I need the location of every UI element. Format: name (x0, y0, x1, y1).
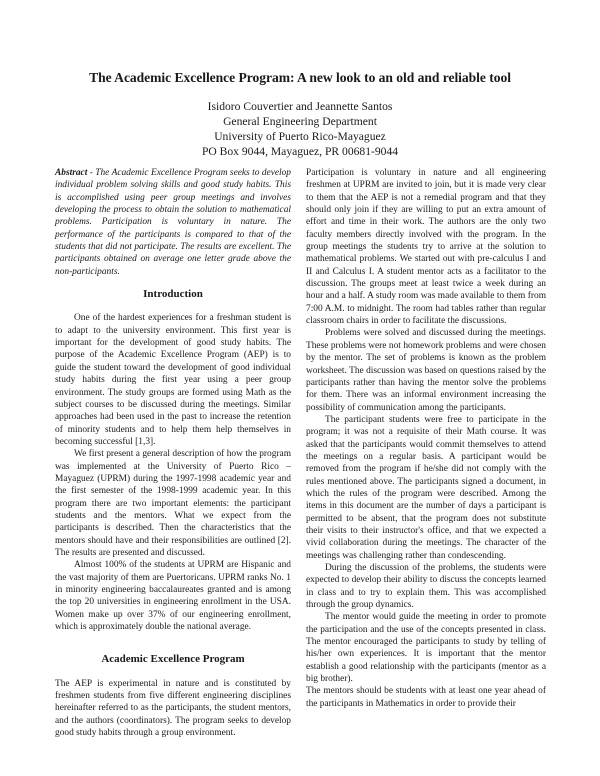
right-paragraph-1: Participation is voluntary in nature and all engineering freshmen at UPRM are invited to join, but it is made very clear to them that the AEP is not a remedial program and that they should only join if they are willing to put an extra amount of effort and time in their work. The authors are the only two faculty members directly involved with the program. In the group meetings the students try to arrive at the solution to mathematical problems. We started out with pre-calculus I and II and Calculus I. A student mentor acts as a facilitator to the discussion. The groups meet at least twice a week during an hour and a half. A study room was made available to them from 7:00 A.M. to midnight. The room had tables rather than regular classroom chairs in order to facilitate the discussions. (306, 168, 546, 327)
right-paragraph-6: The mentors should be students with at least one year ahead of the participants in Mathematics in order to provide their (306, 686, 546, 709)
intro-paragraph-2: We first present a general description of how the program was implemented at the University of Puerto Rico – Mayaguez (UPRM) during the 1997-1998 academic year and the first semester of the 1998-1999 academic year. In this program there are two important elements: the participant students and the mentors. What we expect from the participants is described. Then the characteristics that the mentors should have and their responsibilities are outlined [2]. The results are presented and discussed. (55, 449, 291, 558)
authors: Isidoro Couvertier and Jeannette Santos (207, 100, 393, 113)
aep-paragraph-1: The AEP is experimental in nature and is constituted by freshmen students from five different engineering disciplines hereinafter referred to as the participants, the student mentors, and the authors (coordinators). The program seeks to develop good study habits through a group environment. (55, 678, 291, 739)
author-block (0, 99, 600, 159)
right-paragraph-3: The participant students were free to participate in the program; it was not a requisite of their Math course. It was asked that the participants would commit themselves to attend the meetings on a regular basis. A participant would be removed from the program if he/she did not comply with the rules mentioned above. The participants signed a document, in which the rules of the program were described. Among the items in this document are the number of days a participant is permitted to be absent, that the program does not substitute their visits to their instructor's office, and that we expected a vivid collaboration during the meetings. The character of the meetings was challenging rather than condescending. (306, 414, 546, 561)
abstract-label: Abstract (55, 168, 88, 178)
intro-paragraph-1: One of the hardest experiences for a freshman student is to adapt to the university environment. This first year is important for the development of good study habits. The purpose of the Academic Excellence Program (AEP) is to guide the student toward the development of good individual study habits during the first year using a peer group environment. The study groups are formed using Math as the subject courses to be discussed during the meetings. Similar approaches had been used in the past to increase the retention of minority students and to help them help themselves in becoming successful [1,3]. (55, 313, 291, 447)
section-heading-introduction: Introduction (143, 288, 203, 301)
right-paragraph-2: Problems were solved and discussed during the meetings. These problems were not homework problems and were chosen by the mentor. The set of problems is known as the problem worksheet. The discussion was based on questions raised by the participants rather than having the mentor solve the problems for them. There was an informal environment increasing the possibility of communication among the participants. (306, 328, 546, 413)
right-paragraph-5: The mentor would guide the meeting in order to promote the participation and the use of the concepts presented in class. The mentor encouraged the participants to study by telling of his/her own experiences. It is important that the mentor establish a good relationship with the participants (mentor as a big brother). (306, 612, 546, 685)
right-paragraph-4: During the discussion of the problems, the students were expected to develop their ability to discuss the concepts learned in class and to try to explain them. This was accomplished through the group dynamics. (306, 563, 546, 611)
intro-paragraph-3: Almost 100% of the students at UPRM are Hispanic and the vast majority of them are Puertoricans. UPRM ranks No. 1 in minority engineering baccalaureates granted and is among the top 20 universities in engineering enrollment in the USA. Women make up over 37% of our engineering enrollment, which is approximately double the national average. (55, 560, 291, 633)
address: PO Box 9044, Mayaguez, PR 00681-9044 (201, 145, 399, 158)
section-heading-aep: Academic Excellence Program (101, 653, 245, 666)
department: General Engineering Department (223, 115, 377, 128)
university: University of Puerto Rico-Mayaguez (214, 130, 386, 143)
abstract (55, 167, 291, 278)
right-column (306, 167, 546, 710)
abstract-text: - The Academic Excellence Program seeks to develop individual problem solving skills and good study habits. This is accomplished using peer group meetings and involves developing the process to obtain the solution to mathematical problems. Participation is voluntary in nature. The performance of the participants is compared to that of the students that did not participate. The results are excellent. The participants obtained on average one letter grade above the non-participants. (55, 168, 291, 277)
paper-title: The Academic Excellence Program: A new look to an old and reliable tool (89, 70, 511, 85)
left-column (55, 167, 291, 739)
